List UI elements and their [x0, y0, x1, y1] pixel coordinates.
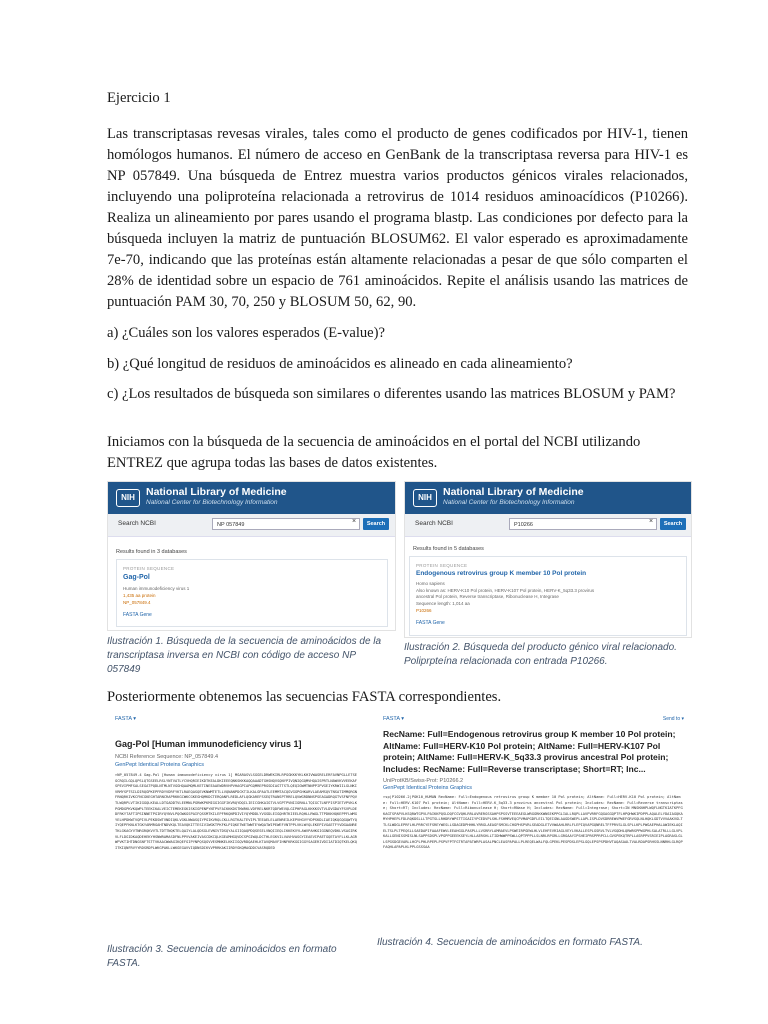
question-a: a) ¿Cuáles son los valores esperados (E-value)?: [107, 325, 385, 341]
search-label: Search NCBI: [415, 520, 453, 527]
ncbi-banner: [405, 482, 691, 514]
fasta-header-line: >NP_057849.4 Gag-Pol [Human immunodeficiency virus 1]: [115, 773, 233, 777]
card-organism: Homo sapiens: [416, 581, 445, 586]
card-accession: NP_057849.4: [123, 600, 151, 605]
search-input[interactable]: NP 057849: [212, 518, 360, 530]
card-links[interactable]: FASTA Gene: [123, 612, 152, 618]
fasta-links[interactable]: GenPept Identical Proteins Graphics: [115, 762, 204, 768]
result-card: [116, 559, 388, 627]
fasta-header-line: >sp|P10266.2|POK10_HUMAN RecName: Full=Endogenous retrovirus group K member 10 Pol protein; AltName: Full=HERV-K10 Pol protein; AltName: Full=HERV-K107 Pol protein; AltName: Full=HERV-K_5q33.3 provirus ancestral Pol protein; Includes: RecName: Full=Reverse transcriptase; Short=RT; Includes: RecName: Full=Ribonuclease H; Short=RNase H; Includes: RecName: Full=Integrase; Short=IN: [383, 795, 683, 811]
results-found: Results found in 3 databases: [116, 549, 187, 555]
card-length: Sequence length: 1,014 aa: [416, 601, 470, 606]
fasta-residues: MNSKNHPLWQFLNGTKIATKPFGKAGTSPAPVLKSQRWTGPVLPAIKKPQSLDQFCGVQHLRRLAVRERGSSAHPSPSSVTEEEAEGLWRGGRKKWNSEKPPGLIALLRQPLLAVPVRRFGQGAGGQPTFLHPQHWKIPDPPLAQALELYDAIAGQKAMYHPHEPLFDLRQKDSLLLTPGTSLLRHDRYWPSTTIGAIIYPCEDVPLSHLFSHMRVEQCPVMAPGDFLEILTQEIGNLAAGDSWEPLLAPLISPLDVSDRREWVPWEFGRVSQLNLHQKLGDTVVVAAKVGLTTLSLWDGLEPRFLHLPRRCYEFSREYWESLLSDAGEDPHHHLYRRGLAEAGFSMCKLCHGPHSPVRLSEADGLETVVWAAHLRRLFLEPIQVAPGQNRELTFFPRVSLGLSPLLKPLPWGAEPHALAWIEKLAQIELTSLPLTPEQSLLSAEDAPIFAAAFEWVLEEAHGGLPASPLLLVSRRYLAMRAEVLPSWEIRPGEWLHLVLEHFEVRIAGLVEYLVKALLESPLGSRVLTVLVSQDHLQRWRSPPWGPHLSALATRLLLGLVPLKALLGENISSMISLNLSAPPSDSPLVPGPPGEEEKSEYLHLLAERSHLLTIDHWWPPSWLLQPTPPPLLSLNRLRPGRLLGRGAAYIPSHEIPRSPPRPCLLGVSPEKQTRPLLASRPPVSRIEIPLAGRASLGLLSPGSDGEVARLLHCPLPHLRPEPLPSPVFPTFGTRTAPATWRPLASALPNCLEASPAPALLPLREQELWALFQLGPEKLPESPDSLEPSLGQLEPSPSPDHVTAQASAALTVALRDAPSRHSSLNNRHLGLRQPFAQHLAPAPLKLPPLGSSSAA: [383, 806, 683, 850]
card-title-link[interactable]: Gag-Pol: [123, 574, 150, 581]
fasta-screenshot-left: [107, 712, 365, 932]
question-b: b) ¿Qué longitud de residuos de aminoácidos es alineado en cada alineamiento?: [107, 356, 573, 372]
card-title-link[interactable]: Endogenous retrovirus group K member 10 Pol protein: [416, 570, 587, 577]
ncbi-brand: National Library of Medicine: [146, 486, 287, 498]
search-paragraph: Iniciamos con la búsqueda de la secuencia de aminoácidos en el portal del NCBI utilizando ENTREZ que agrupa todas las bases de datos existentes.: [107, 434, 641, 471]
result-card: [409, 556, 687, 636]
card-aliases: Also known as: HERV-K10 Pol protein, HERV-K107 Pol protein, HERV-K_5q33.3 provirus: [416, 588, 595, 593]
search-button[interactable]: Search: [660, 518, 686, 530]
ncbi-subbrand: National Center for Biotechnology Information: [443, 499, 575, 506]
clear-icon[interactable]: ×: [649, 518, 654, 525]
ncbi-search-bar: [108, 514, 395, 537]
fasta-paragraph: Posteriormente obtenemos las secuencias FASTA correspondientes.: [107, 689, 502, 705]
nih-logo: NIH: [413, 489, 437, 507]
fasta-screenshot-right: [375, 712, 690, 930]
results-found: Results found in 5 databases: [413, 546, 484, 552]
clear-icon[interactable]: ×: [352, 518, 357, 525]
caption-3: Ilustración 3. Secuencia de aminoácidos en formato FASTA.: [107, 944, 337, 969]
question-c: c) ¿Los resultados de búsqueda son similares o diferentes usando las matrices BLOSUM y PAM?: [107, 386, 676, 402]
search-input[interactable]: P10266: [509, 518, 657, 530]
card-tag: PROTEIN SEQUENCE: [416, 563, 468, 568]
card-accession: P10266: [416, 608, 432, 613]
card-tag: PROTEIN SEQUENCE: [123, 566, 175, 571]
fasta-sequence: [115, 773, 359, 929]
caption-2: Ilustración 2. Búsqueda del producto génico viral relacionado. Poliprpteína relacionada con entrada P10266.: [404, 642, 677, 667]
intro-paragraph: Las transcriptasas revesas virales, tales como el producto de genes codificados por HIV-1, tienen homólogos humanos. El número de acceso en GenBank de la transcriptasa reversa para HIV-1 es NP 057849. Una búsqueda de Entrez muestra varios productos génicos virales relacionados, incluyendo una poliproteína relacionada a retrovirus de 1014 residuos aminoacídicos (P10266). Realiza un alineamiento por pares usando el programa blastp. Las condiciones por defecto para la búsqueda incluyen la matriz de puntuación BLOSUM62. El valor esperado es aproximadamente 7e-70, indicando que las proteínas están altamente relacionadas a pesar de que sólo comparten el 28% de identidad sobre un espacio de 761 aminoácidos. Repite el análisis usando las matrices de puntuación PAM 30, 70, 250 y BLOSUM 50, 62, 90.: [107, 126, 688, 310]
ncbi-brand: National Library of Medicine: [443, 486, 584, 498]
fasta-reference: NCBI Reference Sequence: NP_057849.4: [115, 754, 219, 760]
ncbi-search-bar: [405, 514, 691, 537]
fasta-menu[interactable]: FASTA ▾: [115, 716, 136, 722]
ncbi-banner: [108, 482, 395, 514]
caption-1: Ilustración 1. Búsqueda de la secuencia de aminoácidos de la transcriptasa inversa en NCBI con código de acceso NP 057849: [107, 636, 382, 675]
search-button[interactable]: Search: [363, 518, 389, 530]
nih-logo: NIH: [116, 489, 140, 507]
exercise-heading: Ejercicio 1: [107, 90, 171, 106]
ncbi-search-screenshot-right: [404, 481, 692, 638]
fasta-links[interactable]: GenPept Identical Proteins Graphics: [383, 785, 472, 791]
caption-4: Ilustración 4. Secuencia de aminoácidos en formato FASTA.: [377, 937, 643, 948]
fasta-title: RecName: Full=Endogenous retrovirus group K member 10 Pol protein; AltName: Full=HERV-K10 Pol protein; AltName: Full=HERV-K107 Pol protein; AltName: Full=HERV-K_5q33.3 provirus ancestral Pol protein; Includes: RecName: Full=Reverse transcriptase; Short=RT; Inc...: [383, 729, 676, 774]
fasta-reference: UniProtKB/Swiss-Prot: P10266.2: [383, 778, 464, 784]
fasta-sequence: [383, 795, 684, 927]
ncbi-search-screenshot-left: [107, 481, 396, 631]
card-aliases-cont: ancestral Pol protein, Reverse transcriptase, Ribonuclease H, Integrase: [416, 594, 559, 599]
ncbi-subbrand: National Center for Biotechnology Information: [146, 499, 278, 506]
send-to-menu[interactable]: Send to ▾: [662, 716, 684, 722]
fasta-residues: MGARASVLSGGELDRWEKIRLRPGGKKKYKLKHIVWASRELERFAVNPGLLETSEGCRQILGQLQPSLQTGSEELRSLYNTVATLYCVHQRIEIKDTKEALDKIEEEQNKSKKKAQQAAADTGHSNQVSQNYPIVQNIQGQMVHQAISPRTLNAWVKVVEEKAFSPEVIPMFSALSEGATPQDLNTMLNTVGGHQAAMQMLKETINEEAAEWDRVHPVHAGPIAPGQMREPRGSDIAGTTSTLQEQIGWMTNNPPIPVGEIYKRWIILGLNKIVRMYSPTSILDIRQGPKEPFRDYVDRFYKTLRAEQASQEVKNWMTETLLVQNANPDCKTILKALGPAATLEEMMTACQGVGGPGHKARVLAEAMSQVTNSATIMMQRGNFRNQRKIVKCFNCGKEGHTARNCRAPRKKGCWKCGKEGHQMKDCTERQANFLREDLAFLQGKAREFSSEQTRANSPTRRELQVWGRDNNSPSEAGADRQGTVSFNFPQVTLWQRPLVTIKIGGQLKEALLDTGADDTVLEEMNLPGRWKPKMIGGIGGFIKVRQYDQILIEICGHKAIGTVLVGPTPVNIIGRNLLTQIGCTLNFPISPIETVPVKLKPGMDGPKVKQWPLTEEKIKALVEICTEMEKEGKISKIGPENPYNTPVFAIKKKDSTKWRKLVDFRELNKRTQDFWEVQLGIPHPAGLKKKKSVTVLDVGDAYFSVPLDEDFRKYTAFTIPSINNETPGIRYQYNVLPQGWKGSPAIFQSSMTKILEPFRKQNPDIVIYQYMDDLYVGSDLEIGQHRTKIEELRQHLLRWGLTTPDKKHQKEPPFLWMGYELHPDKWTVQPIVLPEKDSWTVNDIQKLVGKLNWASQIYPGIKVRQLCKLLRGTKALTEVIPLTEEAELELAENREILKEPVHGVYYDPSKDLIAEIQKQGQGQWTYQIYQEPFKNLKTGKYARMRGAHTNDVKQLTEAVQKITTESIVIWGKTPKFKLPIQKETWETWWTEYWQATWIPEWEFVNTPPLVKLWYQLEKEPIVGAETFYVDGAANRETKLGKAGYVTNRGRQKVVTLTDTTNQKTELQAIYLALQDSGLEVNIVTDSQYALGIIQAQPDQSESELVNQIIEQLIKKEKVYLAWVPAHKGIGGNEQVDKLVSAGIRKVLFLDGIDKAQDEHEKYHSNWRAMASDFNLPPVVAKEIVASCDKCQLKGEAMHGQVDCSPGIWQLDCTHLEGKVILVAVHVASGYIEAEVIPAETGQETAYFLLKLAGRWPVKTIHTDNGSNFTSTTVKAACWWAGIKQEFGIPYNPQSQGVVESMNKELKKIIGQVRDQAEHLKTAVQMAVFIHNFKRKGGIGGYSAGERIVDIIATDIQTKELQKQITKIQNFRVYYRDSRDPLWKGPAKLLWKGEGAVVIQDNSDIKVVPRRKAKIIRDYGKQMAGDDCVASRQDED: [115, 773, 358, 850]
fasta-menu[interactable]: FASTA ▾: [383, 716, 404, 722]
search-label: Search NCBI: [118, 520, 156, 527]
card-length: 1,435 aa protein: [123, 593, 156, 598]
card-links[interactable]: FASTA Gene: [416, 620, 445, 626]
card-organism: Human immunodeficiency virus 1: [123, 586, 190, 591]
fasta-title: Gag-Pol [Human immunodeficiency virus 1]: [115, 739, 302, 749]
